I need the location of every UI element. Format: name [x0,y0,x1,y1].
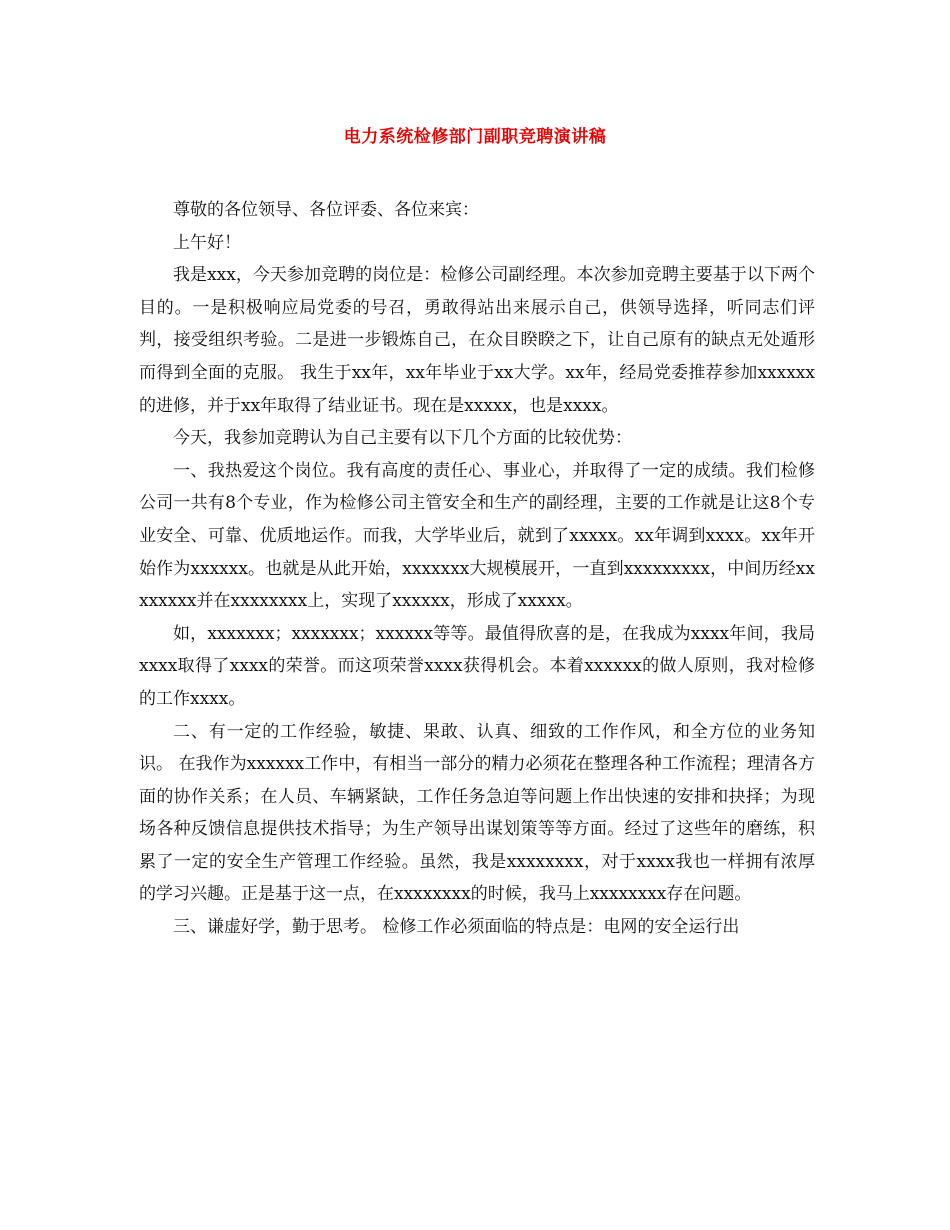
greeting-paragraph: 上午好！ [173,232,241,253]
honors-paragraph: 如，xxxxxxx；xxxxxxx；xxxxxx等等。最值得欣喜的是，在我成为xxxx年间，我局xxxx取得了xxxx的荣誉。而这项荣誉xxxx获得机会。本着xxxxxx的做人原则，我对检修的工作xxxx。 [139,623,815,709]
advantage-two-paragraph: 二、有一定的工作经验，敏捷、果敢、认真、细致的工作作风，和全方位的业务知识。 在我作为xxxxxx工作中，有相当一部分的精力必须花在整理各种工作流程；理清各方面的协作关系；在人员、车辆紧缺，工作任务急迫等问题上作出快速的安排和抉择；为现场各种反馈信息提供技术指导；为生产领导出谋划策等等方面。经过了这些年的磨练，积累了一定的安全生产管理工作经验。虽然，我是xxxxxxxx，对于xxxx我也一样拥有浓厚的学习兴趣。正是基于这一点，在xxxxxxxx的时候，我马上xxxxxxxx存在问题。 [139,721,815,905]
document-body [139,194,815,944]
advantage-one-paragraph: 一、我热爱这个岗位。我有高度的责任心、事业心，并取得了一定的成绩。我们检修公司一共有8个专业，作为检修公司主管安全和生产的副经理，主要的工作就是让这8个专业安全、可靠、优质地运作。而我，大学毕业后，就到了xxxxx。xx年调到xxxx。xx年开始作为xxxxxx。也就是从此开始，xxxxxxx大规模展开，一直到xxxxxxxxx，中间历经xxxxxxxx并在xxxxxxxx上，实现了xxxxxx，形成了xxxxx。 [139,460,815,612]
advantages-intro-paragraph: 今天，我参加竞聘认为自己主要有以下几个方面的比较优势： [173,428,632,449]
salutation-paragraph: 尊敬的各位领导、各位评委、各位来宾： [173,200,479,220]
advantage-three-paragraph: 三、谦虚好学，勤于思考。 检修工作必须面临的特点是：电网的安全运行出 [173,917,740,938]
document-title: 电力系统检修部门副职竞聘演讲稿 [343,127,607,147]
introduction-paragraph: 我是xxx，今天参加竞聘的岗位是：检修公司副经理。本次参加竞聘主要基于以下两个目的。一是积极响应局党委的号召，勇敢得站出来展示自己，供领导选择，听同志们评判，接受组织考验。二是进一步锻炼自己，在众目睽睽之下，让自己原有的缺点无处遁形而得到全面的克服。 我生于xx年，xx年毕业于xx大学。xx年，经局党委推荐参加xxxxxx的进修，并于xx年取得了结业证书。现在是xxxxx，也是xxxx。 [139,265,815,416]
